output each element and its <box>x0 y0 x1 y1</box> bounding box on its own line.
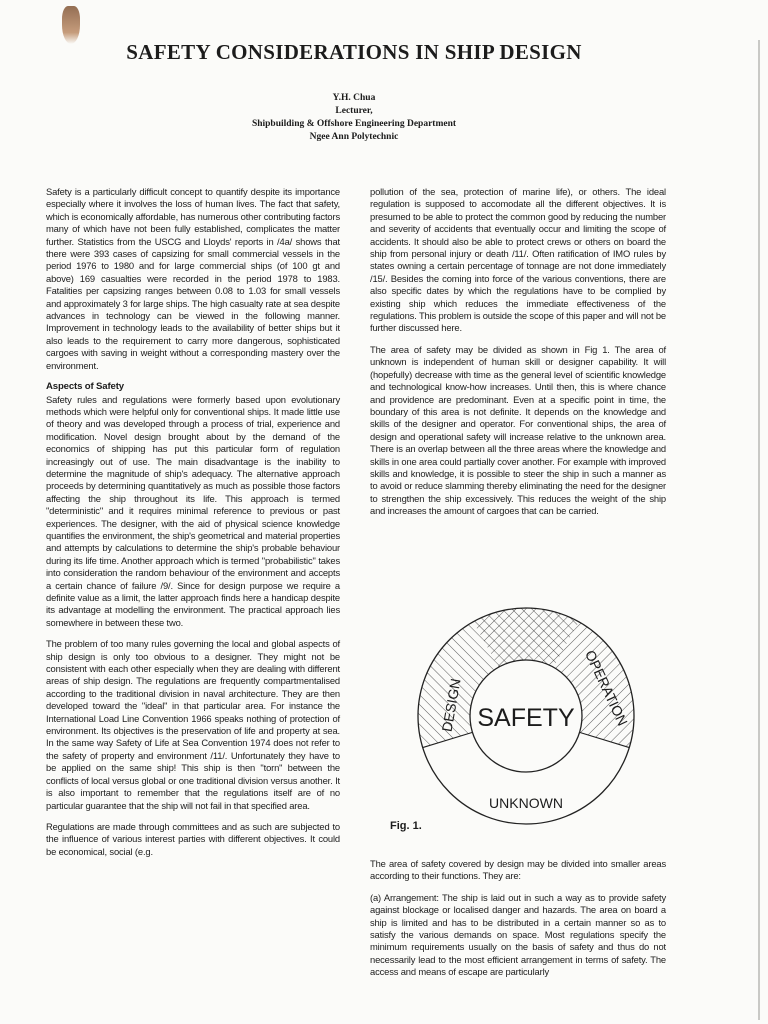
safety-diagram <box>380 606 670 842</box>
design-label: DESIGN <box>438 677 464 733</box>
paragraph: The area of safety may be divided as shown in Fig 1. The area of unknown is independent of human skill or designer capability. It will (hopefully) decrease with time as the general level of scientific knowledge and technological know-how increases. Until then, this is where chance and providence are predominant. Even at a specific point in time, the boundary of this area is not definite. It depends on the knowledge and skills of the designer and operator. For conventional ships, the area of design and operational safety will increase relative to the unknown area. There is an overlap between all the three areas where the knowledge and skills in one area could partially cover another. For example with improved skills and knowledge, it is possible to steer the ship in such a manner as to avoid or reduce slamming thereby eliminating the need for the designer to strengthen the ship excessively. This reduces the weight of the ship and increases the amount of cargoes that can be carried. <box>370 343 666 517</box>
page-edge <box>758 40 760 1020</box>
author-name: Y.H. Chua <box>332 93 376 103</box>
paper-stain <box>62 6 80 44</box>
left-column <box>46 186 340 867</box>
paper-title: SAFETY CONSIDERATIONS IN SHIP DESIGN <box>126 40 582 64</box>
author-block <box>0 92 708 144</box>
paragraph: The problem of too many rules governing the local and global aspects of ship design is only too obvious to a designer. They might not be consistent with each other especially when they are dealing with different areas of ship design. The regulations are frequently compartmentalised according to the traditional division in naval architecture. They are then developed toward the "ideal" in that particular area. For instance the International Load Line Convention 1966 speaks nothing of protection of environment. Its objectives is the preservation of life and property at sea. In the same way Safety of Life at Sea Convention 1974 does not refer to the safety of property and environment /11/. Unfortunately they have to be applied on the same ship! This ship is then "torn" between the conflicts of local versus global or one traditional division versus another. It is also important to remember that the regulations itself are of no particular guarantee that the ship will not fail in that specified area. <box>46 638 340 811</box>
section-heading: Aspects of Safety <box>46 381 124 393</box>
figure-caption: Fig. 1. <box>390 820 422 832</box>
author-institution: Ngee Ann Polytechnic <box>309 132 399 142</box>
paragraph: The area of safety covered by design may be divided into smaller areas according to their functions. They are: <box>370 858 666 882</box>
paragraph: Safety is a particularly difficult concept to quantify despite its importance especially where it involves the loss of human lives. The fact that safety, which is economically affordable, has numerous other contributing factors many of which have not been fully established, complicates the matter further. Statistics from the USCG and Lloyds' reports in /4a/ shows that there were 393 cases of capsizing for small commercial vessels in the period 1976 to 1980 and for large commercial ships (of 100 gt and above) 169 casualties were recorded in the period 1978 to 1983. Fatalities per capsizing ranges between 0.08 to 1.03 for small vessels and approximately 3 for large ships. The high casualty rate at sea despite advances in technology can be viewed in the following manner. Improvement in technology leads to the availability of better ships but it also leads to the requirement to carry more dangerous, sophisticated cargoes with saving in weight without a corresponding mastery over the environment. <box>46 186 340 371</box>
operation-label: OPERATION <box>582 647 631 729</box>
right-column-continued <box>370 858 666 988</box>
paragraph: (a) Arrangement: The ship is laid out in such a way as to provide safety against blockage or localised danger and hazards. The area on board a ship is limited and has to be distributed in a certain manner so as to satisfy the various demands on space. Most regulations specify the minimum requirements usually on the basis of safety and thus do not necessarily lead to the most efficient arrangement in terms of safety. The access and means of escape are particularly <box>370 891 666 978</box>
author-role: Lecturer, <box>335 106 373 116</box>
safety-label: SAFETY <box>477 704 575 732</box>
paragraph: Regulations are made through committees and as such are subjected to the influence of various interest parties with different objectives. It could be economical, social (e.g. <box>46 820 340 857</box>
unknown-label: UNKNOWN <box>489 795 563 811</box>
author-department: Shipbuilding & Offshore Engineering Department <box>251 119 457 129</box>
paragraph: pollution of the sea, protection of marine life), or others. The ideal regulation is supposed to accomodate all the different objectives. It is presumed to be able to protect the common good by reducing the number and severity of accidents that eventually occur and limiting the scope of accidents. It should also be able to protect crews or others on board the ship from personal injury or death /11/. Often ratification of IMO rules by states owning a certain percentage of tonnage are not done immediately /15/. Besides the coming into force of the various conventions, there are also specific dates by which the regulations have to be complied by existing ship which reduces the immediate effectiveness of the regulations. This problem is outside the scope of this paper and will not be further discussed here. <box>370 186 666 334</box>
paragraph: Safety rules and regulations were formerly based upon evolutionary methods which were helpful only for conventional ships. It made little use of theory and was developed through a process of trial, experience and modification. Novel design brought about by the demand of the economics of shipping has put this particular form of regulation increasingly out of use. The main disadvantage is the inability to determine the magnitude of ship's adequacy. The alternative approach proceeds by determining quantitatively as much as possible those factors affecting the ship throughout its life. This approach is termed "deterministic" and it requires minimal reference to previous or past experiences. The designer, with the aid of physical science knowledge quantifies the environment, the ship's geometrical and material properties and attempts by calculations to determine the ship's probable behaviour during its life time. Another approach which is termed "probabilistic" takes into consideration the random behaviour of the environment and accepts a certain chance of failure /9/. Since for design purpose we require a definite value as a limit, the latter approach finds here a handicap despite its advantage at modelling the environment. The practical approach lies somewhere in between these two. <box>46 393 340 628</box>
right-column <box>370 186 666 527</box>
